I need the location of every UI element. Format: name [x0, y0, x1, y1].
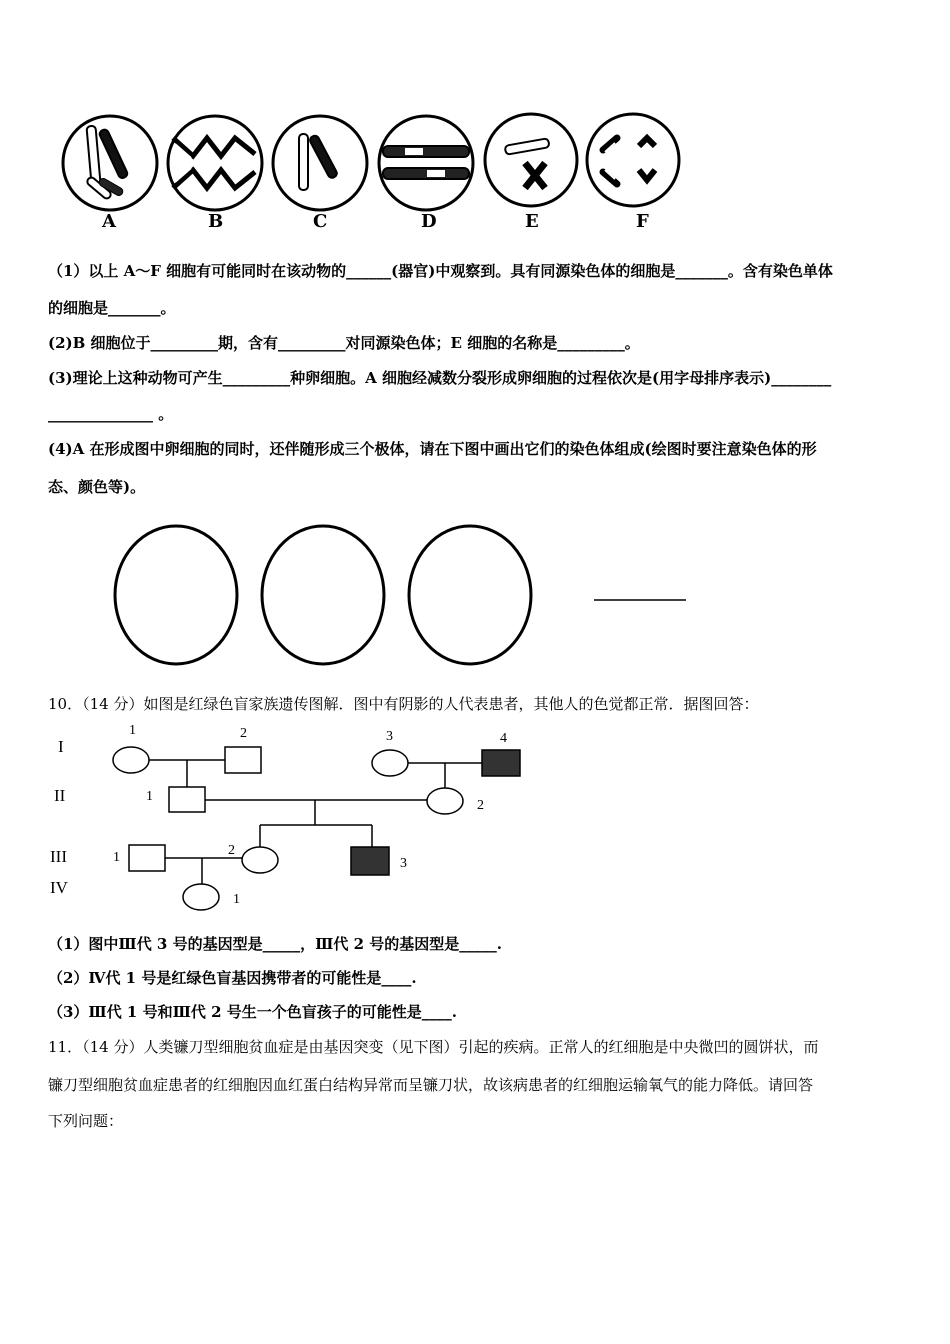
cell-f	[587, 114, 679, 206]
pedigree-male-III1	[129, 845, 165, 871]
cell-e	[485, 114, 577, 206]
q11-line3: 下列问题：	[48, 1112, 124, 1130]
pedigree-male-I4-affected	[482, 750, 520, 776]
polar-body-circle[interactable]	[115, 526, 237, 664]
pedigree-male-II1	[169, 787, 205, 812]
pedigree-male-III3-affected	[351, 847, 389, 875]
pedigree-number-I1: 1	[129, 723, 136, 738]
q10-sub3: （3）Ⅲ代 1 号和Ⅲ代 2 号生一个色盲孩子的可能性是____.	[48, 1003, 457, 1021]
pedigree-number-I2: 2	[240, 726, 247, 741]
pedigree-number-III2: 2	[228, 843, 235, 858]
pedigree-number-III1: 1	[113, 850, 120, 865]
cell-division-figure	[55, 108, 695, 238]
generation-label-I: I	[58, 737, 64, 756]
cell-label-e: E	[525, 211, 539, 232]
q9-part1-line2: 的细胞是_______。	[48, 299, 176, 317]
cell-c	[273, 116, 367, 210]
pedigree-chart	[100, 730, 550, 920]
q10-sub2: （2）Ⅳ代 1 号是红绿色盲基因携带者的可能性是____.	[48, 969, 417, 987]
pedigree-male-I2	[225, 747, 261, 773]
q9-part3-line1: (3)理论上这种动物可产生_________种卵细胞。A 细胞经减数分裂形成卵细胞的过程依次是(用字母排序表示)________	[48, 369, 832, 387]
pedigree-number-IV1: 1	[233, 892, 240, 907]
cell-b	[168, 116, 262, 210]
cell-label-d: D	[421, 211, 437, 232]
q10-title: 10．（14 分）如图是红绿色盲家族遗传图解．图中有阴影的人代表患者，其他人的色觉都正常．据图回答：	[48, 695, 759, 713]
pedigree-number-I4: 4	[500, 731, 507, 746]
q9-part1-line1: （1）以上 A～F 细胞有可能同时在该动物的______(器官)中观察到。具有同源染色体的细胞是_______。含有染色单体	[48, 262, 833, 280]
pedigree-female-III2	[242, 847, 278, 873]
pedigree-female-II2	[427, 788, 463, 814]
cell-a	[63, 116, 157, 210]
cell-label-b: B	[208, 211, 224, 232]
polar-body-circle[interactable]	[262, 526, 384, 664]
q9-part4-line2: 态、颜色等)。	[48, 478, 146, 496]
polar-body-drawing-area	[108, 524, 698, 674]
pedigree-female-IV1	[183, 884, 219, 910]
cell-d	[379, 116, 473, 210]
generation-label-II: II	[54, 786, 66, 805]
polar-body-circle[interactable]	[409, 526, 531, 664]
q9-part3-line2: ______________ 。	[48, 405, 174, 423]
q10-sub1: （1）图中Ⅲ代 3 号的基因型是_____，Ⅲ代 2 号的基因型是_____.	[48, 935, 502, 953]
q9-part4-line1: (4)A 在形成图中卵细胞的同时，还伴随形成三个极体，请在下图中画出它们的染色体组成(绘图时要注意染色体的形	[48, 440, 817, 458]
pedigree-female-I1	[113, 747, 149, 773]
pedigree-number-III3: 3	[400, 856, 407, 871]
q9-part2: (2)B 细胞位于_________期，含有_________对同源染色体；E 细胞的名称是_________。	[48, 334, 640, 352]
pedigree-number-II1: 1	[146, 789, 153, 804]
q11-line1: 11．（14 分）人类镰刀型细胞贫血症是由基因突变（见下图）引起的疾病。正常人的红细胞是中央微凹的圆饼状，而	[48, 1038, 819, 1056]
pedigree-number-II2: 2	[477, 798, 484, 813]
cell-label-c: C	[313, 211, 328, 232]
pedigree-female-I3	[372, 750, 408, 776]
generation-label-IV: IV	[50, 878, 68, 897]
cell-label-a: A	[102, 211, 116, 232]
generation-label-III: III	[50, 847, 67, 866]
q11-line2: 镰刀型细胞贫血症患者的红细胞因血红蛋白结构异常而呈镰刀状，故该病患者的红细胞运输氧气的能力降低。请回答	[48, 1076, 814, 1094]
cell-label-f: F	[636, 211, 649, 232]
pedigree-number-I3: 3	[386, 729, 393, 744]
